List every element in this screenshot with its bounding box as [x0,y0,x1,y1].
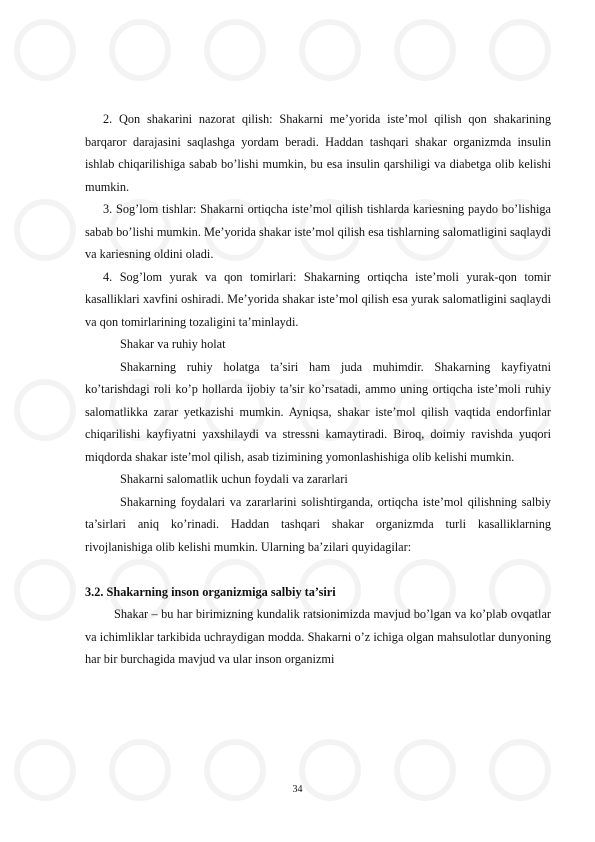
page-content [85,108,551,671]
paragraph-mental-state: Shakarning ruhiy holatga ta’siri ham juda muhimdir. Shakarning kayfiyatni ko’tarishdagi roli ko’p hollarda ijobiy ta’sir ko’rsatadi, ammo uning ortiqcha iste’moli ruhiy salomatlikka zarar yetkazishi mumkin. Ayniqsa, shakar iste’mol qilish vaqtida endorfinlar chiqarilishi kayfiyatni yaxshilaydi va stressni kamaytiradi. Biroq, doimiy ravishda yuqori miqdorda shakar iste’mol qilish, asab tizimining yomonlashishiga olib kelishi mumkin. [85,359,551,464]
subheading-mental-state: Shakar va ruhiy holat [120,337,226,351]
list-item-healthy-teeth: 3. Sog’lom tishlar: Shakarni ortiqcha iste’mol qilish tishlarda kariesning paydo bo’lishiga sabab bo’lishi mumkin. Me’yorida shakar iste’mol qilish esa tishlarning salomatligini saqlaydi va kariesning oldini oladi. [85,202,551,261]
paragraph-section-intro: Shakar – bu har birimizning kundalik ratsionimizda mavjud bo’lgan va ko’plab ovqatlar va ichimliklar tarkibida uchraydigan modda. Shakarni o’z ichiga olgan mahsulotlar dunyoning har bir burchagida mavjud va ular inson organizmi [85,607,551,666]
paragraph-benefits-harms: Shakarning foydalari va zararlarini solishtirganda, ortiqcha iste’mol qilishning salbiy ta’sirlari aniq ko’rinadi. Haddan tashqari shakar organizmda turli kasalliklarning rivojlanishiga olib kelishi mumkin. Ularning ba’zilari quyidagilar: [85,494,551,554]
section-heading: 3.2. Shakarning inson organizmiga salbiy ta’siri [85,584,336,599]
page-number: 34 [292,784,303,795]
list-item-blood-sugar: 2. Qon shakarini nazorat qilish: Shakarni me’yorida iste’mol qilish qon shakarining barqaror darajasini saqlashga yordam beradi. Haddan tashqari shakar organizmda insulin ishlab chiqarilishiga sabab bo’lishi mumkin, bu esa insulin qarshiligi va diabetga olib kelishi mumkin. [85,112,551,194]
blank-line [85,558,551,581]
list-item-healthy-heart: 4. Sog’lom yurak va qon tomirlari: Shakarning ortiqcha iste’moli yurak-qon tomir kasalliklari xavfini oshiradi. Me’yorida shakar iste’mol qilish esa yurak salomatligini saqlaydi va qon tomirlarining tozaligini ta’minlaydi. [85,269,551,329]
subheading-benefits-harms: Shakarni salomatlik uchun foydali va zararlari [120,472,348,486]
